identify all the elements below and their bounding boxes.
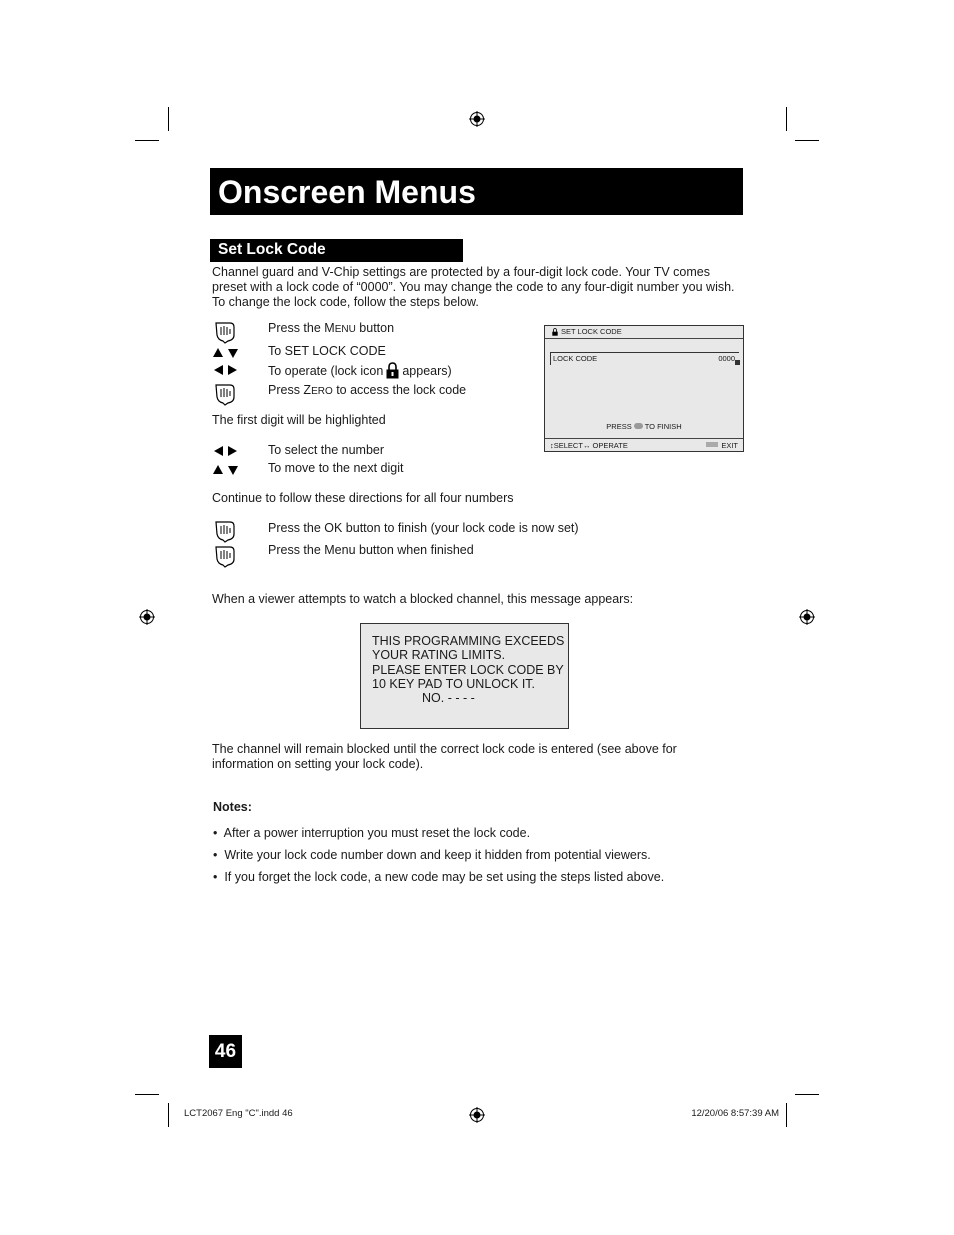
- blocked-message-line: 10 KEY PAD TO UNLOCK IT.: [372, 677, 536, 691]
- registration-mark-icon: [139, 609, 155, 625]
- step-press-menu-finished: Press the Menu button when finished: [268, 543, 474, 557]
- step-operate: [268, 362, 452, 379]
- blocked-message-line: YOUR RATING LIMITS.: [372, 648, 506, 662]
- footer-file: LCT2067 Eng "C".indd 46: [184, 1108, 293, 1119]
- step-text: Press the M: [268, 321, 335, 335]
- step-text-smallcaps: ERO: [311, 386, 333, 397]
- left-right-arrows-icon: [213, 444, 239, 458]
- page-number: 46: [214, 1041, 237, 1062]
- note-text: Write your lock code number down and keep it hidden from potential viewers.: [224, 848, 651, 862]
- step-set-lock-code: To SET LOCK CODE: [268, 344, 386, 358]
- note-item: • After a power interruption you must reset the lock code.: [213, 826, 531, 840]
- lock-code-label: LOCK CODE: [553, 354, 598, 363]
- ok-button-icon: [634, 423, 643, 429]
- crop-mark: [786, 107, 787, 131]
- blocked-message-box: [360, 623, 569, 729]
- step-text: Press Z: [268, 383, 312, 397]
- crop-mark: [795, 1094, 819, 1095]
- up-down-small-icon: ↕: [550, 441, 554, 450]
- page-number-box: [209, 1035, 242, 1068]
- step-text: appears): [402, 364, 452, 378]
- onscreen-menu-illustration: [544, 325, 744, 452]
- step-text: to access the lock code: [332, 383, 467, 397]
- footer-select-operate: [550, 441, 628, 451]
- step-press-zero: [268, 383, 466, 399]
- note-item: • Write your lock code number down and keep it hidden from potential viewers.: [213, 848, 651, 862]
- note-text: After a power interruption you must reset the lock code.: [223, 826, 531, 840]
- lock-icon: [552, 328, 558, 336]
- blocked-message-line: PLEASE ENTER LOCK CODE BY: [372, 663, 564, 677]
- notes-title: Notes:: [213, 800, 252, 814]
- registration-mark-icon: [469, 1107, 485, 1123]
- lock-icon: [386, 362, 399, 379]
- lock-code-row: [550, 352, 739, 365]
- blocked-after-paragraph: The channel will remain blocked until the correct lock code is entered (see above for information on setting your lock code).: [212, 742, 677, 771]
- footer-exit-label: EXIT: [721, 441, 738, 450]
- press-label: PRESS: [606, 422, 632, 431]
- screen-header: [545, 326, 743, 339]
- crop-mark: [135, 1094, 159, 1095]
- up-down-arrows-icon: [213, 346, 239, 360]
- blocked-message-line: THIS PROGRAMMING EXCEEDS: [372, 634, 565, 648]
- left-right-small-icon: ↔: [582, 441, 591, 450]
- step-press-ok: Press the OK button to finish (your lock code is now set): [268, 521, 579, 535]
- step-text-smallcaps: ENU: [334, 324, 356, 335]
- step-select-number: To select the number: [268, 443, 385, 457]
- continue-note: Continue to follow these directions for all four numbers: [212, 491, 514, 505]
- intro-paragraph: Channel guard and V-Chip settings are protected by a four-digit lock code. Your TV comes preset with a lock code of “0000”. You may change the code to any four-digit number you wish. To change the lock code, follow the steps below.: [212, 265, 735, 309]
- page-title: Onscreen Menus: [218, 174, 476, 210]
- first-digit-note: The first digit will be highlighted: [212, 413, 386, 427]
- step-next-digit: To move to the next digit: [268, 461, 404, 475]
- left-right-arrows-icon: [213, 363, 239, 377]
- hand-press-icon: [213, 382, 237, 406]
- section-title: Set Lock Code: [218, 241, 326, 258]
- crop-mark: [168, 1103, 169, 1127]
- registration-mark-icon: [799, 609, 815, 625]
- up-down-arrows-icon: [213, 463, 239, 477]
- step-press-menu: [268, 321, 394, 337]
- step-text: To operate (lock icon: [268, 364, 384, 378]
- page-title-banner: [210, 168, 743, 215]
- to-finish-label: TO FINISH: [644, 422, 682, 431]
- footer-timestamp: 12/20/06 8:57:39 AM: [691, 1108, 779, 1119]
- crop-mark: [135, 140, 159, 141]
- footer-exit: [706, 441, 738, 451]
- footer-select: SELECT: [553, 441, 583, 450]
- note-text: If you forget the lock code, a new code may be set using the steps listed above.: [224, 870, 665, 884]
- note-item: • If you forget the lock code, a new code may be set using the steps listed above.: [213, 870, 665, 884]
- hand-press-icon: [213, 544, 237, 568]
- step-text: button: [355, 321, 395, 335]
- screen-title: SET LOCK CODE: [561, 327, 622, 336]
- crop-mark: [795, 140, 819, 141]
- lock-code-value: 0000: [718, 354, 735, 363]
- cursor-icon: [735, 360, 740, 365]
- crop-mark: [168, 107, 169, 131]
- hand-press-icon: [213, 320, 237, 344]
- registration-mark-icon: [469, 111, 485, 127]
- blocked-intro: When a viewer attempts to watch a blocked channel, this message appears:: [212, 592, 634, 606]
- screen-footer: [545, 438, 743, 452]
- hand-press-icon: [213, 519, 237, 543]
- menu-button-icon: [706, 442, 718, 447]
- press-to-finish: [545, 422, 743, 432]
- section-header: [210, 239, 463, 262]
- footer-operate: OPERATE: [592, 441, 628, 450]
- crop-mark: [786, 1103, 787, 1127]
- blocked-message-line: NO. - - - -: [422, 691, 475, 705]
